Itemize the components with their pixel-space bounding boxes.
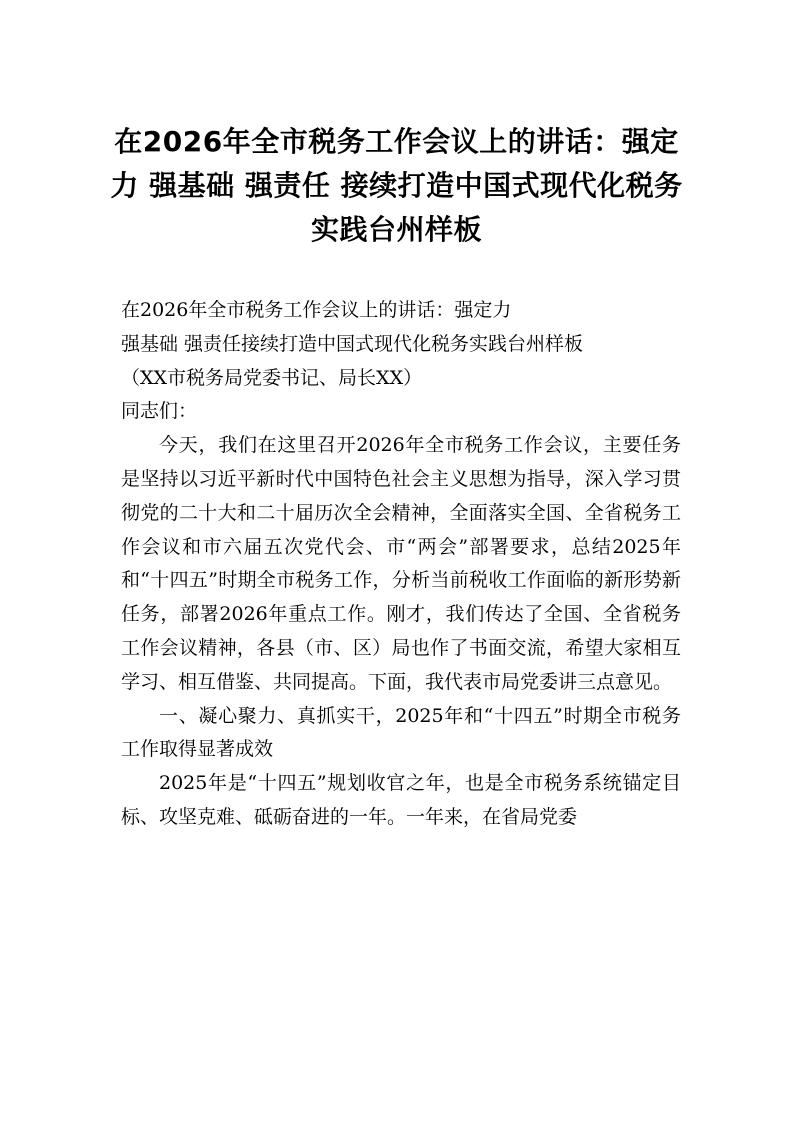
section-heading: 一、凝心聚力、真抓实干，2025年和“十四五”时期全市税务工作取得显著成效 [121, 704, 681, 761]
header-line: 强基础 强责任接续打造中国式现代化税务实践台州样板 [121, 332, 584, 355]
document-title: 在2026年全市税务工作会议上的讲话：强定力 强基础 强责任 接续打造中国式现代化税务实践台州样板 [110, 125, 683, 246]
body-paragraph: 今天，我们在这里召开2026年全市税务工作会议，主要任务是坚持以习近平新时代中国特色社会主义思想为指导，深入学习贯彻党的二十大和二十届历次全会精神，全面落实全国、全省税务工作会议和市六届五次党代会、市“两会”部署要求，总结2025年和“十四五”时期全市税务工作，分析当前税收工作面临的新形势新任务，部署2026年重点工作。刚才，我们传达了全国、全省税务工作会议精神，各县（市、区）局也作了书面交流，希望大家相互学习、相互借鉴、共同提高。下面，我代表市局党委讲三点意见。 [121, 434, 681, 693]
salutation: 同志们： [121, 400, 198, 423]
author-line: （XX市税务局党委书记、局长XX） [121, 366, 423, 389]
body-paragraph: 2025年是“十四五”规划收官之年，也是全市税务系统锚定目标、攻坚克难、砥砺奋进的一年。一年来，在省局党委 [121, 772, 681, 828]
document-body [121, 294, 681, 835]
header-line: 在2026年全市税务工作会议上的讲话：强定力 [121, 299, 512, 321]
